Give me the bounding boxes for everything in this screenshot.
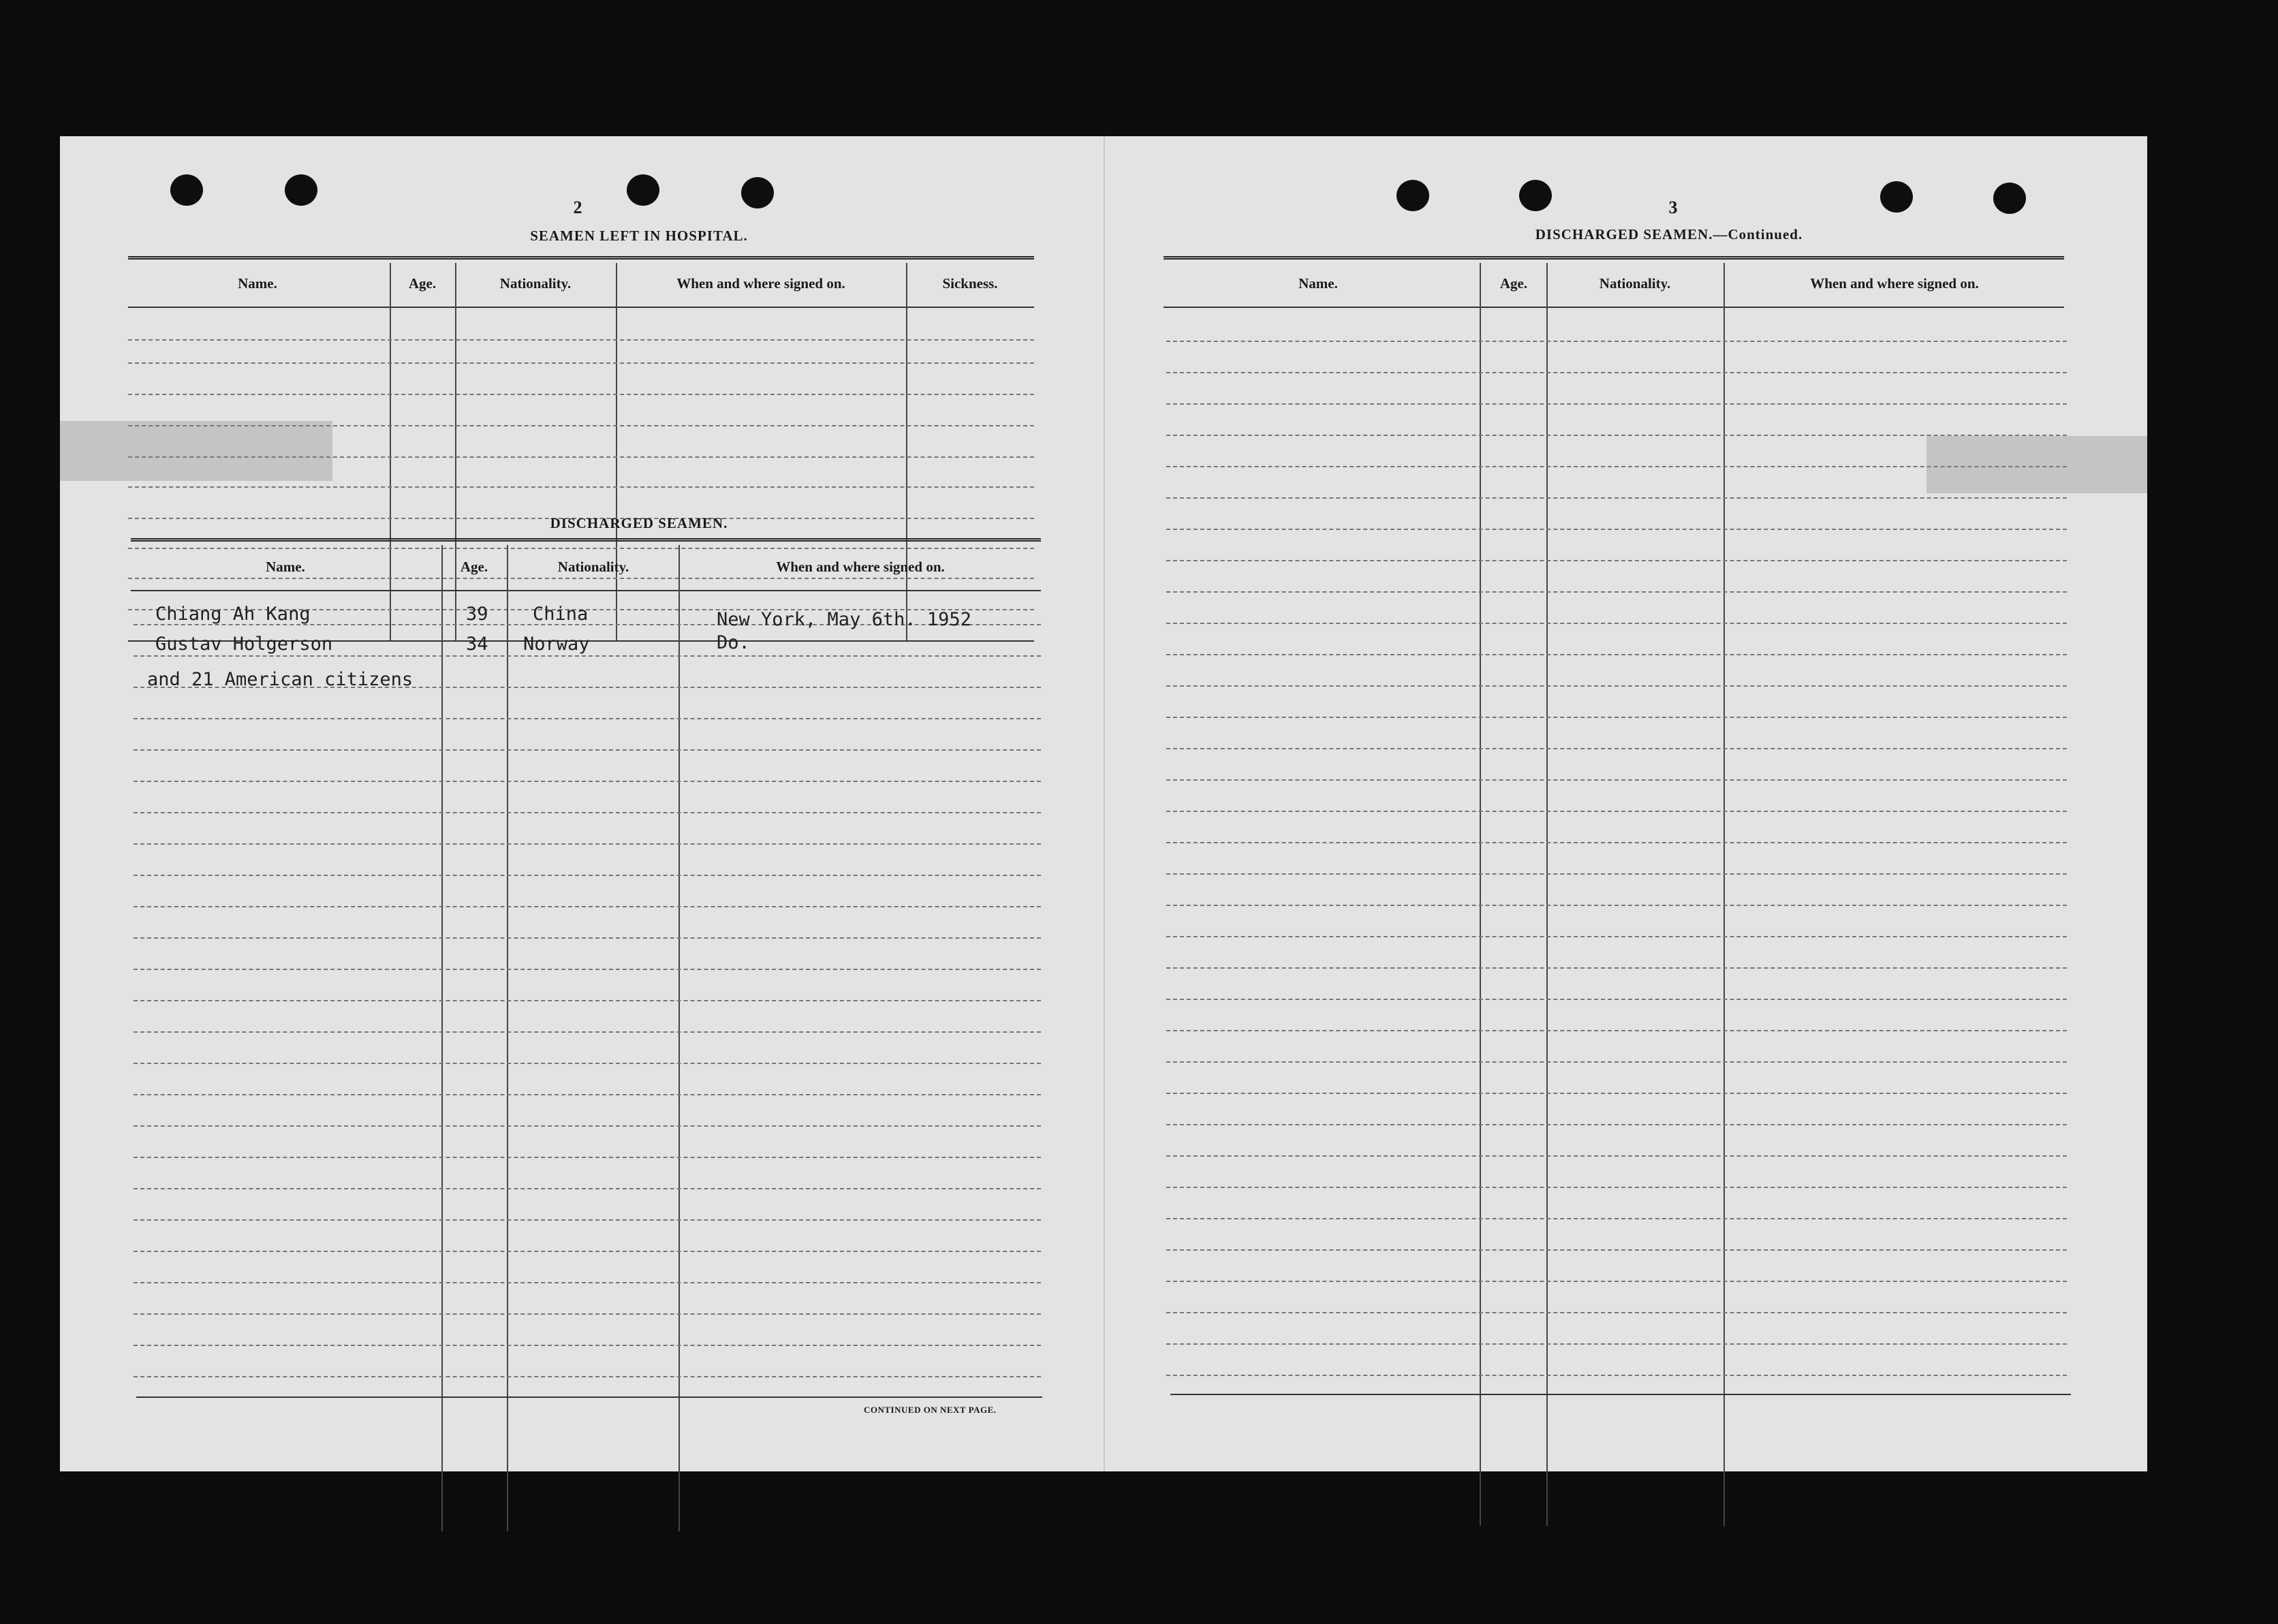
col-header-age: Age. xyxy=(1499,275,1528,292)
entry-nationality: Norway xyxy=(523,634,590,655)
ruled-line xyxy=(1166,999,2067,1000)
ruled-line xyxy=(134,1000,1041,1001)
ruled-line xyxy=(128,456,1034,458)
right-page xyxy=(1104,136,2147,1471)
ruled-line xyxy=(134,1251,1041,1252)
table-bottom-rule xyxy=(136,1396,1042,1398)
ruled-line xyxy=(1166,1343,2067,1345)
ruled-line xyxy=(134,1219,1041,1221)
header-underline xyxy=(1164,307,2064,308)
ruled-line xyxy=(1166,811,2067,812)
page-number: 3 xyxy=(1668,198,1678,217)
ruled-line xyxy=(1166,341,2067,342)
col-header-nationality: Nationality. xyxy=(557,559,629,575)
table-top-rule xyxy=(128,256,1034,262)
entry-name: Gustav Holgerson xyxy=(155,634,333,655)
entry-name: Chiang Ah Kang xyxy=(155,604,311,625)
ruled-line xyxy=(134,1125,1041,1127)
ruled-line xyxy=(1166,936,2067,937)
entry-nationality: China xyxy=(533,604,589,625)
ruled-line xyxy=(128,548,1034,549)
ruled-line xyxy=(1166,372,2067,373)
ruled-line xyxy=(1166,1312,2067,1313)
ruled-line xyxy=(134,1157,1041,1158)
ruled-line xyxy=(1166,1061,2067,1063)
ruled-line xyxy=(134,937,1041,939)
hospital-section-title: SEAMEN LEFT IN HOSPITAL. xyxy=(530,228,748,244)
col-header-signed-on: When and where signed on. xyxy=(1810,275,1979,292)
ruled-line xyxy=(1166,842,2067,843)
column-divider xyxy=(906,263,907,640)
ruled-line xyxy=(134,1282,1041,1283)
ruled-line xyxy=(1166,1218,2067,1219)
header-underline xyxy=(131,590,1041,591)
table-top-rule xyxy=(1164,256,2064,262)
page-title: DISCHARGED SEAMEN.—Continued. xyxy=(1535,226,1803,243)
col-header-signed-on: When and where signed on. xyxy=(776,559,945,575)
ruled-line xyxy=(134,781,1041,782)
ruled-line xyxy=(128,486,1034,488)
ruled-line xyxy=(134,875,1041,876)
ruled-line xyxy=(1166,1281,2067,1282)
ruled-line xyxy=(1166,1187,2067,1188)
col-header-sickness: Sickness. xyxy=(942,275,998,292)
col-header-name: Name. xyxy=(1298,275,1338,292)
ruled-line xyxy=(1166,748,2067,749)
ruled-line xyxy=(134,1376,1041,1377)
table-top-rule xyxy=(131,538,1041,544)
col-header-name: Name. xyxy=(266,559,305,575)
ruled-line xyxy=(134,1063,1041,1064)
ruled-line xyxy=(1166,623,2067,624)
column-divider xyxy=(1723,263,1725,1526)
table-bottom-rule xyxy=(1170,1394,2071,1395)
ruled-line xyxy=(1166,717,2067,718)
entry-signed-on: New York, May 6th. 1952 xyxy=(717,609,971,630)
column-divider xyxy=(455,263,456,640)
ruled-line xyxy=(1166,435,2067,436)
ruled-line xyxy=(134,843,1041,845)
ruled-line xyxy=(134,969,1041,970)
column-divider xyxy=(616,263,617,640)
page-number: 2 xyxy=(573,198,582,217)
discharged-section-title: DISCHARGED SEAMEN. xyxy=(550,515,728,531)
ruled-line xyxy=(1166,466,2067,467)
entry-age: 34 xyxy=(466,634,488,655)
ruled-line xyxy=(134,655,1041,657)
ruled-line xyxy=(128,578,1034,579)
ruled-line xyxy=(1166,685,2067,687)
column-divider xyxy=(678,545,680,1531)
ruled-line xyxy=(134,718,1041,719)
ruled-line xyxy=(1166,529,2067,530)
document-sheet xyxy=(60,136,2147,1471)
ruled-line xyxy=(1166,1155,2067,1157)
col-header-age: Age. xyxy=(460,559,488,575)
ruled-line xyxy=(1166,497,2067,499)
ruled-line xyxy=(134,812,1041,813)
ruled-line xyxy=(128,339,1034,341)
ruled-line xyxy=(134,749,1041,751)
col-header-age: Age. xyxy=(408,275,437,292)
ruled-line xyxy=(1166,1093,2067,1094)
ruled-line xyxy=(134,1094,1041,1095)
ruled-line xyxy=(134,1031,1041,1033)
column-divider xyxy=(390,263,391,640)
column-divider xyxy=(1480,263,1481,1526)
entry-note: and 21 American citizens xyxy=(147,669,414,690)
ruled-line xyxy=(134,906,1041,907)
ruled-line xyxy=(1166,779,2067,781)
ruled-line xyxy=(1166,1030,2067,1031)
header-underline xyxy=(128,307,1034,308)
ruled-line xyxy=(1166,1249,2067,1251)
col-header-nationality: Nationality. xyxy=(1599,275,1671,292)
col-header-name: Name. xyxy=(238,275,277,292)
column-divider xyxy=(441,545,443,1531)
ruled-line xyxy=(1166,1124,2067,1125)
ruled-line xyxy=(1166,654,2067,655)
entry-age: 39 xyxy=(466,604,488,625)
ruled-line xyxy=(128,425,1034,426)
ruled-line xyxy=(1166,873,2067,875)
ruled-line xyxy=(134,1313,1041,1315)
ruled-line xyxy=(1166,403,2067,405)
ruled-line xyxy=(134,1345,1041,1346)
ruled-line xyxy=(128,394,1034,395)
ruled-line xyxy=(1166,967,2067,969)
column-divider xyxy=(1546,263,1548,1526)
ruled-line xyxy=(1166,1375,2067,1376)
left-page xyxy=(60,136,1104,1471)
entry-signed-on: Do. xyxy=(717,632,750,653)
continued-note: CONTINUED ON NEXT PAGE. xyxy=(864,1405,997,1415)
ruled-line xyxy=(1166,905,2067,906)
ruled-line xyxy=(1166,591,2067,593)
column-divider xyxy=(507,545,508,1531)
col-header-signed-on: When and where signed on. xyxy=(676,275,845,292)
ruled-line xyxy=(1166,560,2067,561)
ruled-line xyxy=(128,362,1034,364)
ruled-line xyxy=(134,1188,1041,1189)
col-header-nationality: Nationality. xyxy=(499,275,572,292)
